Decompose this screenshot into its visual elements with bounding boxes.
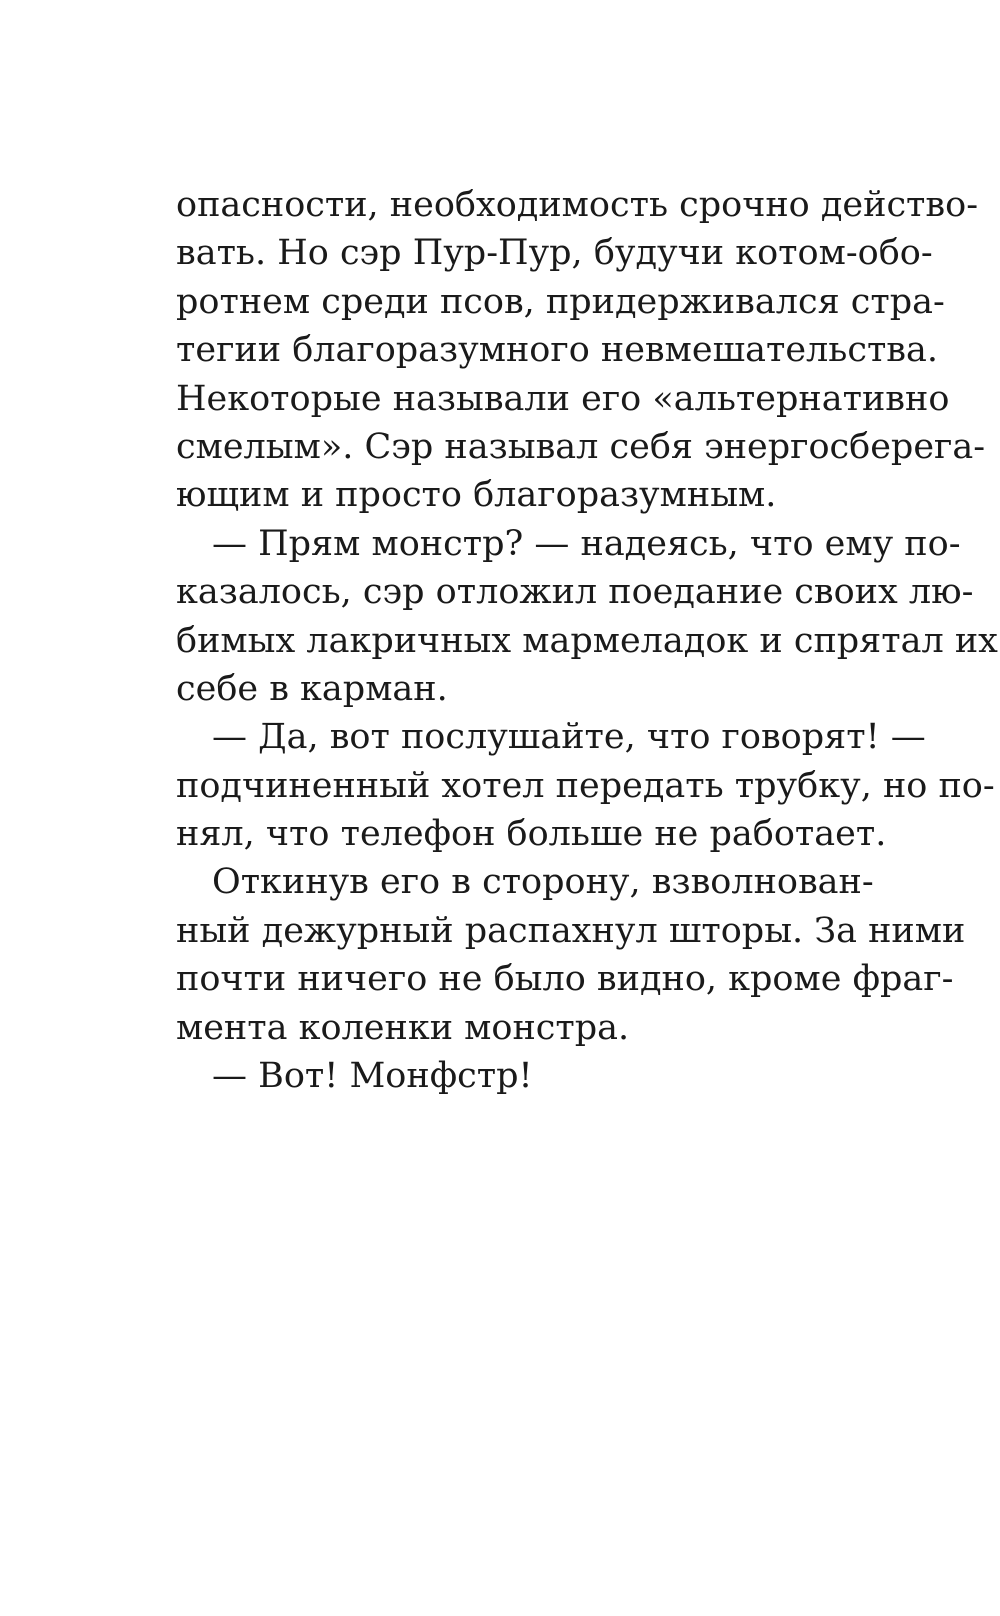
text-line: смелым». Сэр называл себя энергосберега- xyxy=(176,426,986,467)
text-line: ротнем среди псов, придерживался стра- xyxy=(176,281,945,322)
text-line: — Да, вот послушайте, что говорят! — xyxy=(212,717,926,758)
text-line: себе в карман. xyxy=(176,668,448,709)
text-line: Откинув его в сторону, взволнован- xyxy=(212,862,874,903)
text-line: казалось, сэр отложил поедание своих лю- xyxy=(176,572,974,613)
text-line: ный дежурный распахнул шторы. За ними xyxy=(176,910,966,951)
text-line: вать. Но сэр Пур-Пур, будучи котом-обо- xyxy=(176,233,933,274)
text-line: Некоторые называли его «альтернативно xyxy=(176,378,950,419)
text-line: нял, что телефон больше не работает. xyxy=(176,814,887,855)
text-line: бимых лакричных мармеладок и спрятал их xyxy=(176,620,998,661)
text-line: — Вот! Монфстр! xyxy=(212,1056,533,1097)
text-line: — Прям монстр? — надеясь, что ему по- xyxy=(212,523,961,564)
text-line: почти ничего не было видно, кроме фраг- xyxy=(176,959,954,1000)
body-text xyxy=(176,181,998,1100)
text-line: тегии благоразумного невмешательства. xyxy=(176,330,939,371)
text-line: мента коленки монстра. xyxy=(176,1007,630,1048)
text-line: ющим и просто благоразумным. xyxy=(176,475,777,516)
text-line: подчиненный хотел передать трубку, но по- xyxy=(176,765,995,806)
text-line: опасности, необходимость срочно действо- xyxy=(176,185,979,225)
